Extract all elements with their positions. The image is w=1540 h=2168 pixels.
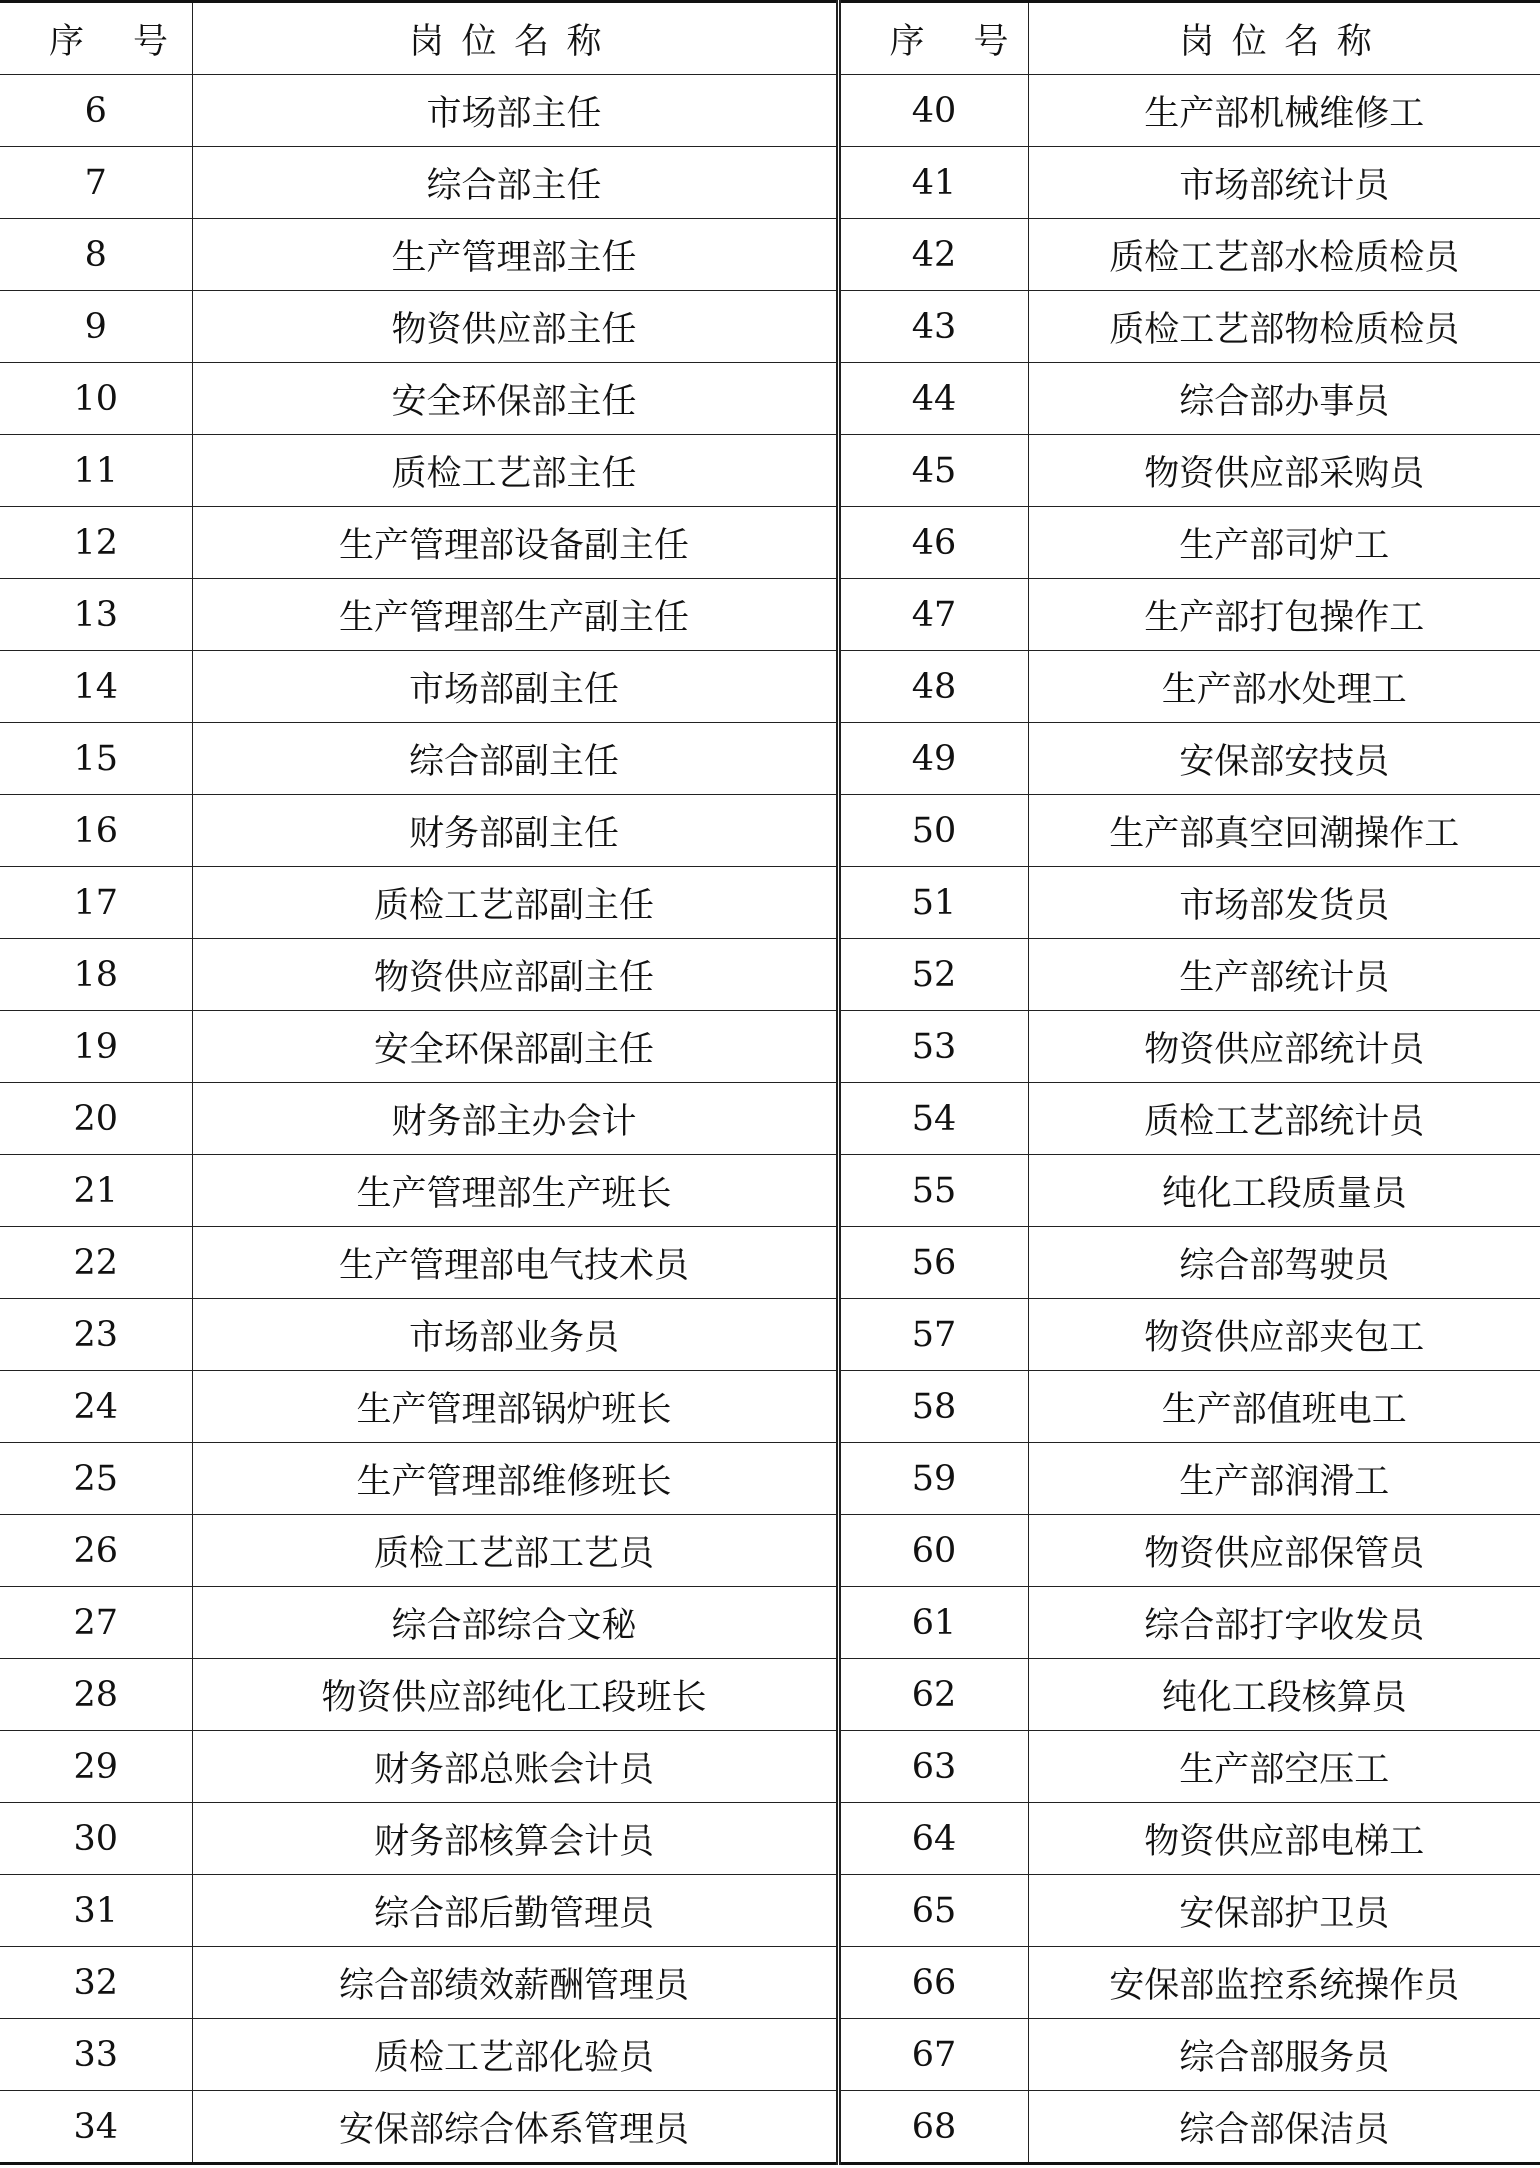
- left-seq-cell: 10: [0, 363, 192, 435]
- table-row: [0, 1947, 1540, 2019]
- table-row: [0, 651, 1540, 723]
- right-name-cell: 质检工艺部水检质检员: [1028, 219, 1540, 291]
- left-name-cell: 生产管理部主任: [192, 219, 838, 291]
- header-seq-right: 序号: [838, 2, 1028, 75]
- table-body: [0, 2, 1540, 2164]
- right-name-cell: 纯化工段核算员: [1028, 1659, 1540, 1731]
- left-seq-cell: 6: [0, 75, 192, 147]
- header-name-right: 岗位名称: [1028, 2, 1540, 75]
- right-seq-cell: 46: [838, 507, 1028, 579]
- table-row: [0, 219, 1540, 291]
- left-name-cell: 安全环保部副主任: [192, 1011, 838, 1083]
- table-row: [0, 147, 1540, 219]
- right-name-cell: 物资供应部统计员: [1028, 1011, 1540, 1083]
- right-seq-cell: 66: [838, 1947, 1028, 2019]
- right-name-cell: 纯化工段质量员: [1028, 1155, 1540, 1227]
- left-name-cell: 综合部副主任: [192, 723, 838, 795]
- left-name-cell: 安保部综合体系管理员: [192, 2091, 838, 2164]
- right-seq-cell: 40: [838, 75, 1028, 147]
- right-name-cell: 物资供应部采购员: [1028, 435, 1540, 507]
- left-seq-cell: 19: [0, 1011, 192, 1083]
- right-seq-cell: 61: [838, 1587, 1028, 1659]
- left-seq-cell: 9: [0, 291, 192, 363]
- left-name-cell: 生产管理部锅炉班长: [192, 1371, 838, 1443]
- table-row: [0, 1443, 1540, 1515]
- right-seq-cell: 47: [838, 579, 1028, 651]
- right-name-cell: 生产部真空回潮操作工: [1028, 795, 1540, 867]
- left-name-cell: 质检工艺部副主任: [192, 867, 838, 939]
- right-seq-cell: 62: [838, 1659, 1028, 1731]
- right-name-cell: 质检工艺部统计员: [1028, 1083, 1540, 1155]
- right-name-cell: 生产部打包操作工: [1028, 579, 1540, 651]
- left-seq-cell: 23: [0, 1299, 192, 1371]
- right-seq-cell: 51: [838, 867, 1028, 939]
- header-name-left: 岗位名称: [192, 2, 838, 75]
- right-seq-cell: 67: [838, 2019, 1028, 2091]
- left-seq-cell: 31: [0, 1875, 192, 1947]
- left-name-cell: 市场部副主任: [192, 651, 838, 723]
- right-name-cell: 安保部护卫员: [1028, 1875, 1540, 1947]
- table-row: [0, 2091, 1540, 2164]
- right-seq-cell: 52: [838, 939, 1028, 1011]
- left-seq-cell: 13: [0, 579, 192, 651]
- table-row: [0, 723, 1540, 795]
- right-name-cell: 综合部服务员: [1028, 2019, 1540, 2091]
- left-seq-cell: 29: [0, 1731, 192, 1803]
- right-name-cell: 质检工艺部物检质检员: [1028, 291, 1540, 363]
- table-row: [0, 939, 1540, 1011]
- right-name-cell: 市场部统计员: [1028, 147, 1540, 219]
- right-seq-cell: 49: [838, 723, 1028, 795]
- right-seq-cell: 57: [838, 1299, 1028, 1371]
- right-name-cell: 生产部空压工: [1028, 1731, 1540, 1803]
- right-seq-cell: 58: [838, 1371, 1028, 1443]
- header-row: [0, 2, 1540, 75]
- left-name-cell: 质检工艺部工艺员: [192, 1515, 838, 1587]
- left-name-cell: 综合部绩效薪酬管理员: [192, 1947, 838, 2019]
- table-row: [0, 1875, 1540, 1947]
- table-row: [0, 867, 1540, 939]
- left-seq-cell: 12: [0, 507, 192, 579]
- left-seq-cell: 25: [0, 1443, 192, 1515]
- table-row: [0, 291, 1540, 363]
- table-row: [0, 435, 1540, 507]
- right-seq-cell: 44: [838, 363, 1028, 435]
- left-name-cell: 综合部后勤管理员: [192, 1875, 838, 1947]
- table-row: [0, 795, 1540, 867]
- left-name-cell: 市场部业务员: [192, 1299, 838, 1371]
- left-name-cell: 安全环保部主任: [192, 363, 838, 435]
- left-seq-cell: 34: [0, 2091, 192, 2164]
- table-row: [0, 1587, 1540, 1659]
- right-seq-cell: 65: [838, 1875, 1028, 1947]
- right-seq-cell: 68: [838, 2091, 1028, 2164]
- table-row: [0, 2019, 1540, 2091]
- table-row: [0, 1227, 1540, 1299]
- right-seq-cell: 53: [838, 1011, 1028, 1083]
- left-seq-cell: 14: [0, 651, 192, 723]
- left-seq-cell: 30: [0, 1803, 192, 1875]
- left-name-cell: 物资供应部纯化工段班长: [192, 1659, 838, 1731]
- left-name-cell: 物资供应部副主任: [192, 939, 838, 1011]
- left-name-cell: 综合部主任: [192, 147, 838, 219]
- left-seq-cell: 26: [0, 1515, 192, 1587]
- left-seq-cell: 11: [0, 435, 192, 507]
- right-name-cell: 综合部打字收发员: [1028, 1587, 1540, 1659]
- left-name-cell: 生产管理部生产班长: [192, 1155, 838, 1227]
- right-seq-cell: 59: [838, 1443, 1028, 1515]
- right-name-cell: 生产部值班电工: [1028, 1371, 1540, 1443]
- right-name-cell: 物资供应部电梯工: [1028, 1803, 1540, 1875]
- right-name-cell: 安保部安技员: [1028, 723, 1540, 795]
- left-seq-cell: 18: [0, 939, 192, 1011]
- right-seq-cell: 43: [838, 291, 1028, 363]
- left-name-cell: 财务部主办会计: [192, 1083, 838, 1155]
- left-name-cell: 质检工艺部主任: [192, 435, 838, 507]
- left-name-cell: 市场部主任: [192, 75, 838, 147]
- left-seq-cell: 7: [0, 147, 192, 219]
- left-seq-cell: 21: [0, 1155, 192, 1227]
- table-row: [0, 363, 1540, 435]
- left-seq-cell: 16: [0, 795, 192, 867]
- right-name-cell: 生产部统计员: [1028, 939, 1540, 1011]
- left-name-cell: 生产管理部设备副主任: [192, 507, 838, 579]
- table-row: [0, 1659, 1540, 1731]
- right-name-cell: 物资供应部夹包工: [1028, 1299, 1540, 1371]
- table-row: [0, 1299, 1540, 1371]
- right-name-cell: 生产部水处理工: [1028, 651, 1540, 723]
- left-seq-cell: 22: [0, 1227, 192, 1299]
- right-name-cell: 生产部司炉工: [1028, 507, 1540, 579]
- right-seq-cell: 60: [838, 1515, 1028, 1587]
- left-name-cell: 物资供应部主任: [192, 291, 838, 363]
- left-seq-cell: 15: [0, 723, 192, 795]
- table-row: [0, 1371, 1540, 1443]
- table-row: [0, 75, 1540, 147]
- table-row: [0, 1011, 1540, 1083]
- right-seq-cell: 64: [838, 1803, 1028, 1875]
- left-name-cell: 综合部综合文秘: [192, 1587, 838, 1659]
- left-seq-cell: 33: [0, 2019, 192, 2091]
- right-seq-cell: 55: [838, 1155, 1028, 1227]
- left-seq-cell: 32: [0, 1947, 192, 2019]
- left-seq-cell: 28: [0, 1659, 192, 1731]
- left-name-cell: 质检工艺部化验员: [192, 2019, 838, 2091]
- table-row: [0, 1803, 1540, 1875]
- right-seq-cell: 48: [838, 651, 1028, 723]
- left-name-cell: 生产管理部电气技术员: [192, 1227, 838, 1299]
- right-name-cell: 生产部润滑工: [1028, 1443, 1540, 1515]
- left-seq-cell: 17: [0, 867, 192, 939]
- table-row: [0, 1083, 1540, 1155]
- left-name-cell: 财务部核算会计员: [192, 1803, 838, 1875]
- right-seq-cell: 41: [838, 147, 1028, 219]
- left-seq-cell: 20: [0, 1083, 192, 1155]
- right-name-cell: 综合部驾驶员: [1028, 1227, 1540, 1299]
- header-seq-left: 序号: [0, 2, 192, 75]
- table-row: [0, 1515, 1540, 1587]
- right-name-cell: 安保部监控系统操作员: [1028, 1947, 1540, 2019]
- right-name-cell: 市场部发货员: [1028, 867, 1540, 939]
- right-seq-cell: 45: [838, 435, 1028, 507]
- right-seq-cell: 54: [838, 1083, 1028, 1155]
- left-name-cell: 生产管理部生产副主任: [192, 579, 838, 651]
- left-seq-cell: 24: [0, 1371, 192, 1443]
- right-seq-cell: 42: [838, 219, 1028, 291]
- left-name-cell: 财务部总账会计员: [192, 1731, 838, 1803]
- left-seq-cell: 8: [0, 219, 192, 291]
- right-seq-cell: 56: [838, 1227, 1028, 1299]
- right-name-cell: 生产部机械维修工: [1028, 75, 1540, 147]
- table-row: [0, 507, 1540, 579]
- right-seq-cell: 50: [838, 795, 1028, 867]
- right-seq-cell: 63: [838, 1731, 1028, 1803]
- right-name-cell: 物资供应部保管员: [1028, 1515, 1540, 1587]
- table-row: [0, 579, 1540, 651]
- left-name-cell: 生产管理部维修班长: [192, 1443, 838, 1515]
- table-row: [0, 1731, 1540, 1803]
- left-name-cell: 财务部副主任: [192, 795, 838, 867]
- right-name-cell: 综合部保洁员: [1028, 2091, 1540, 2164]
- right-name-cell: 综合部办事员: [1028, 363, 1540, 435]
- table-row: [0, 1155, 1540, 1227]
- left-seq-cell: 27: [0, 1587, 192, 1659]
